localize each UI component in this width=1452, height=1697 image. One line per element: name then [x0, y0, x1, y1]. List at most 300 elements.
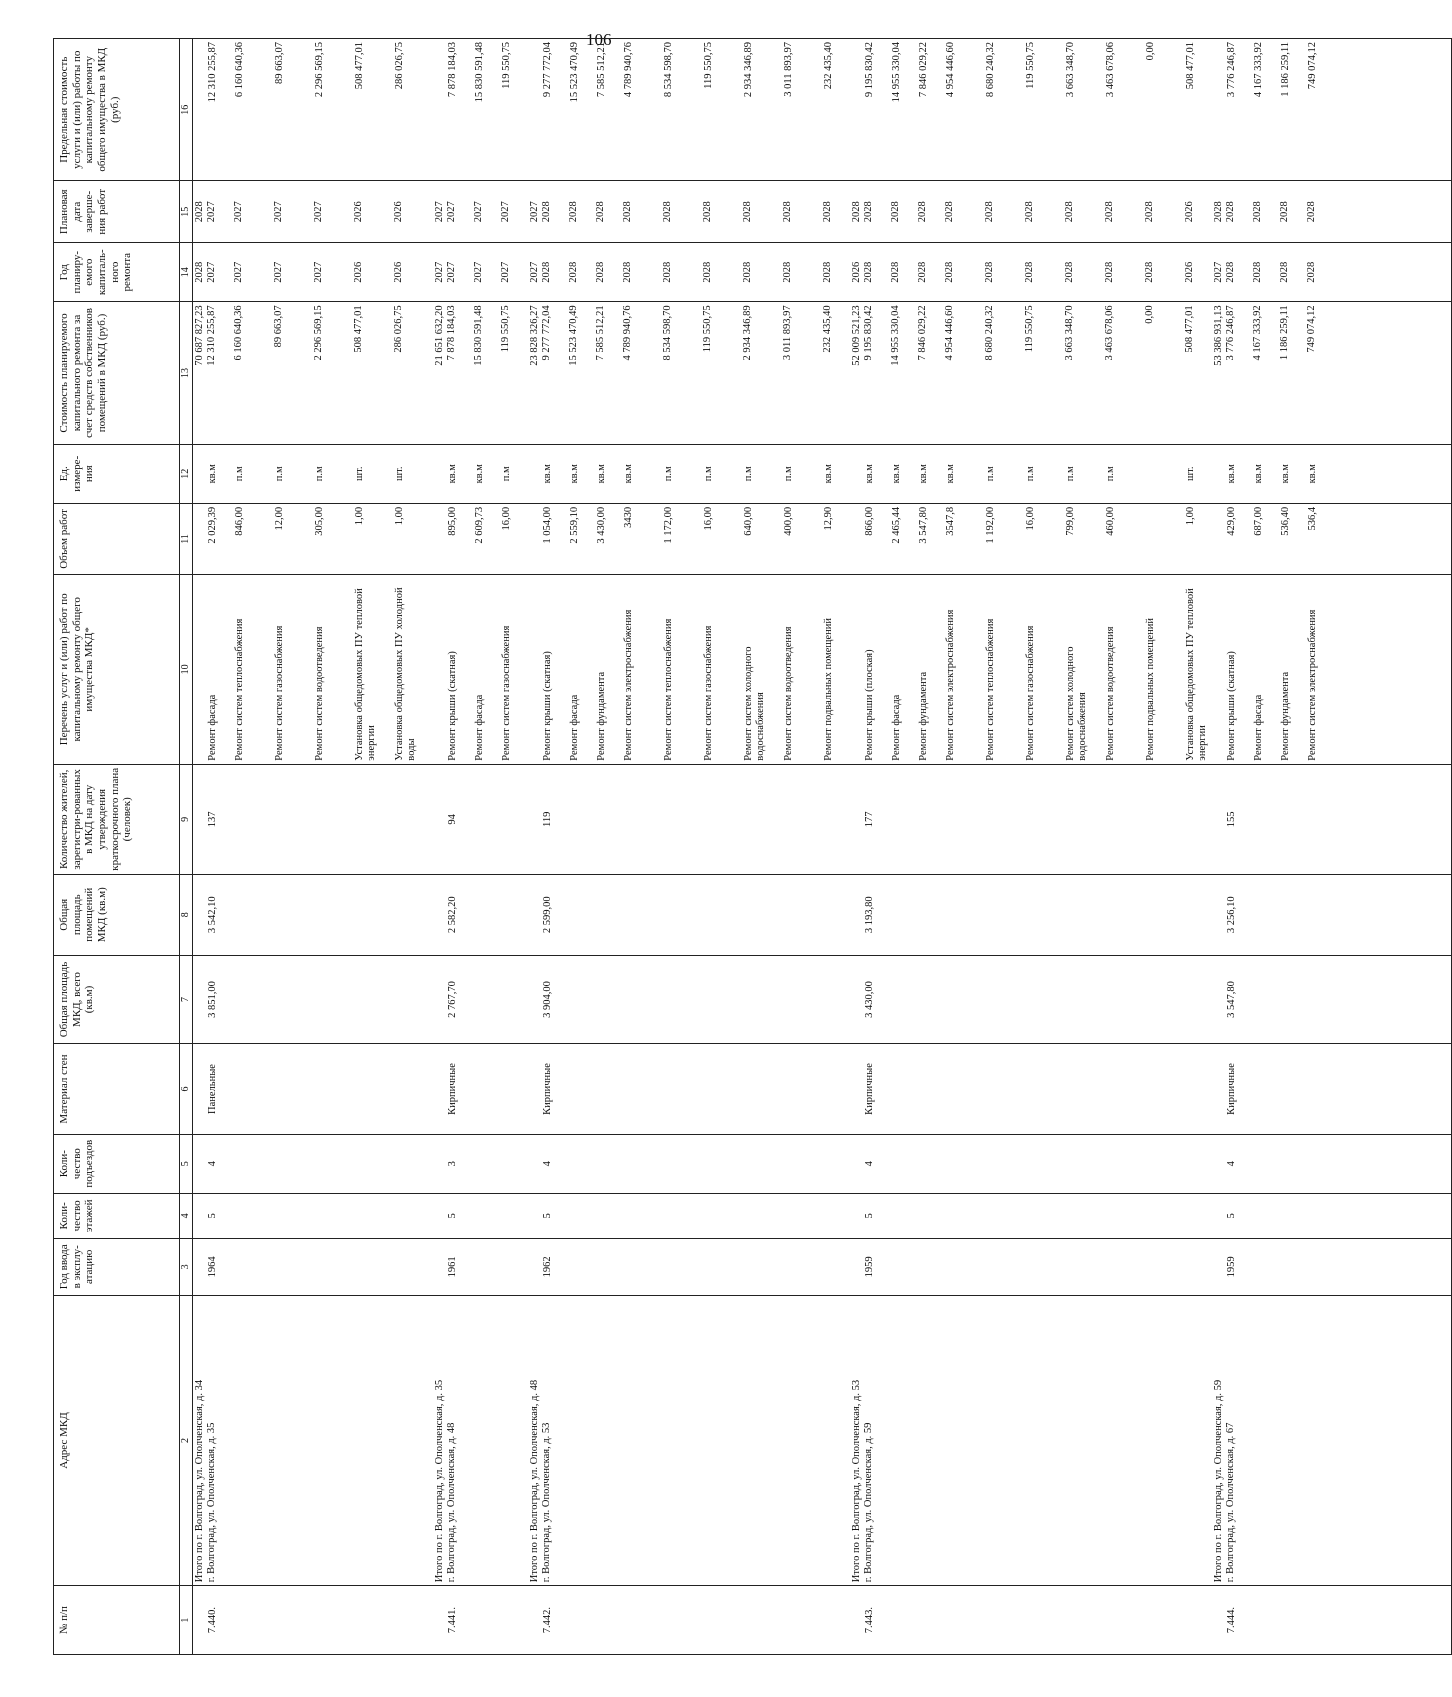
year-cell — [433, 1238, 528, 1295]
work-plan-date: 2026 — [393, 201, 405, 223]
header-plan-date: Плановая дата заверше-ния работ — [54, 181, 180, 243]
work-unit: п.м — [274, 466, 285, 482]
area-rooms: 3 193,80 — [863, 896, 875, 934]
work-cost: 15 830 591,48 — [472, 305, 484, 366]
work-plan-year: 2028 — [594, 261, 606, 283]
work-cost: 4 954 446,60 — [943, 305, 955, 361]
work-cost: 1 186 259,11 — [1278, 305, 1290, 361]
header-year: Год ввода в эксплу-атацию — [54, 1238, 180, 1295]
work-volume: 16,00 — [1024, 506, 1036, 531]
work-name: Ремонт фундамента — [917, 671, 929, 761]
plan-year-cell — [528, 243, 850, 302]
area-total: 3 430,00 — [863, 981, 875, 1018]
work-plan-date: 2028 — [701, 201, 713, 223]
year-cell — [528, 1238, 850, 1295]
header-max-cost: Предельная стоимость услуги и (или) работы по капитальному ремонту общего имущества в МКД (руб.) — [54, 39, 180, 181]
work-plan-year: 2028 — [1224, 261, 1236, 283]
work-volume: 1,00 — [1184, 506, 1196, 526]
address-cell — [193, 1295, 433, 1585]
work-name: Ремонт систем электроснабжения — [944, 609, 956, 761]
work-plan-date: 2028 — [1278, 201, 1290, 223]
residents-cell — [193, 764, 433, 874]
work-cost: 9 195 830,42 — [862, 305, 874, 361]
work-plan-date: 2028 — [1143, 201, 1155, 223]
unit-cell — [850, 444, 1212, 503]
work-max-cost: 119 550,75 — [500, 42, 512, 89]
work-plan-year: 2028 — [1063, 261, 1075, 283]
work-volume: 2 029,39 — [207, 506, 218, 544]
floors: 5 — [207, 1213, 218, 1219]
works-cell — [1212, 575, 1452, 765]
row-number-cell — [528, 1586, 850, 1655]
row-number: 7.444. — [1225, 1607, 1237, 1634]
work-cost: 119 550,75 — [1023, 305, 1035, 353]
work-unit: п.м — [234, 466, 245, 482]
work-max-cost: 4 954 446,60 — [944, 42, 956, 98]
address-cell — [433, 1295, 528, 1585]
total-plan-year: 2027 — [1212, 261, 1224, 283]
work-volume: 3430 — [622, 506, 634, 528]
entrances-cell — [850, 1134, 1212, 1193]
work-volume: 12,00 — [274, 506, 285, 531]
year-cell — [1212, 1238, 1452, 1295]
work-max-cost: 9 195 830,42 — [863, 42, 875, 98]
work-unit: п.м — [782, 466, 794, 482]
wall-material: Панельные — [207, 1064, 218, 1114]
work-volume: 429,00 — [1225, 506, 1237, 536]
work-name: Ремонт систем газоснабжения — [500, 625, 512, 761]
area-total-cell — [528, 955, 850, 1044]
work-max-cost: 4 167 333,92 — [1252, 42, 1264, 98]
area-rooms: 3 542,10 — [207, 896, 218, 934]
plan-date-cell — [850, 181, 1212, 243]
page-number: 106 — [586, 30, 612, 49]
work-cost: 119 550,75 — [701, 305, 713, 353]
unit-cell — [193, 444, 433, 503]
row-number-cell — [850, 1586, 1212, 1655]
work-max-cost: 6 160 640,36 — [234, 42, 245, 98]
work-max-cost: 2 934 346,89 — [742, 42, 754, 98]
header-volume: Объем работ — [54, 503, 180, 574]
plan-date-cell — [433, 181, 528, 243]
row-number-cell — [1212, 1586, 1452, 1655]
floors-cell — [850, 1193, 1212, 1238]
work-cost: 2 934 346,89 — [741, 305, 753, 361]
area-rooms-cell — [1212, 874, 1452, 955]
work-unit: кв.м — [595, 464, 607, 484]
work-plan-date: 2028 — [916, 201, 928, 223]
work-volume: 866,00 — [863, 506, 875, 536]
total-cost: 53 386 931,13 — [1212, 305, 1224, 366]
work-name: Ремонт крыши (скатная) — [1225, 651, 1237, 761]
total-plan-date: 2027 — [433, 201, 445, 223]
address: г. Волгоград, ул. Ополченская, д. 48 — [445, 1422, 457, 1583]
total-plan-year: 2027 — [528, 261, 540, 283]
table-row — [850, 39, 1212, 1655]
work-cost: 3 463 678,06 — [1103, 305, 1115, 361]
work-max-cost: 89 663,07 — [274, 42, 285, 84]
area-total: 3 851,00 — [207, 981, 218, 1018]
work-name: Ремонт систем холодного водоснабжения — [742, 646, 766, 761]
material-cell — [1212, 1044, 1452, 1134]
work-unit: кв.м — [473, 464, 485, 484]
residents-cell — [1212, 764, 1452, 874]
work-unit: кв.м — [1225, 464, 1237, 484]
work-cost: 286 026,75 — [393, 305, 405, 353]
header-residents: Количество жителей, зарегистри-рованных в МКД на дату утверждения краткосрочного плана (человек) — [54, 764, 180, 874]
works-cell — [850, 575, 1212, 765]
entrances-cell — [193, 1134, 433, 1193]
area-rooms-cell — [193, 874, 433, 955]
work-name: Ремонт систем водоотведения — [1104, 626, 1116, 761]
total-label: Итого по г. Волгоград, ул. Ополченская, д. 34 — [194, 1379, 205, 1583]
residents: 137 — [207, 811, 218, 828]
area-rooms-cell — [528, 874, 850, 955]
residents-cell — [528, 764, 850, 874]
work-volume: 536,4 — [1306, 506, 1318, 531]
work-plan-date: 2028 — [943, 201, 955, 223]
material-cell — [193, 1044, 433, 1134]
work-name: Ремонт фундамента — [595, 671, 607, 761]
work-plan-year: 2028 — [567, 261, 579, 283]
work-plan-year: 2028 — [821, 261, 833, 283]
column-number: 5 — [180, 1134, 193, 1193]
work-plan-year: 2028 — [943, 261, 955, 283]
header-cost: Стоимость планируемого капитального ремонта за счет средств собственников помещений в МКД (руб.) — [54, 302, 180, 444]
work-unit: п.м — [1024, 466, 1036, 482]
work-plan-year: 2028 — [1251, 261, 1263, 283]
work-unit: кв.м — [1306, 464, 1318, 484]
work-volume — [1145, 507, 1171, 571]
work-unit: кв.м — [568, 464, 580, 484]
work-name: Ремонт систем водоотведения — [782, 626, 794, 761]
work-unit: п.м — [984, 466, 996, 482]
work-max-cost: 286 026,75 — [394, 42, 405, 90]
column-number: 2 — [180, 1295, 193, 1585]
work-cost: 749 074,12 — [1305, 305, 1317, 353]
work-volume: 400,00 — [782, 506, 794, 536]
work-max-cost: 4 789 940,76 — [622, 42, 634, 98]
work-plan-date: 2026 — [1183, 201, 1195, 223]
cost-cell — [528, 302, 850, 444]
work-unit: шт. — [394, 466, 405, 481]
work-max-cost: 3 463 678,06 — [1104, 42, 1116, 98]
wall-material: Кирпичные — [446, 1063, 458, 1115]
entrances: 4 — [1225, 1161, 1237, 1167]
work-max-cost: 15 830 591,48 — [473, 42, 485, 103]
column-number: 14 — [180, 243, 193, 302]
header-address: Адрес МКД — [54, 1295, 180, 1585]
work-max-cost: 508 477,01 — [354, 42, 365, 90]
table-row — [193, 39, 433, 1655]
area-total-cell — [433, 955, 528, 1044]
column-number: 11 — [180, 503, 193, 574]
work-plan-date: 2028 — [1103, 201, 1115, 223]
work-cost: 9 277 772,04 — [540, 305, 552, 361]
total-plan-date: 2027 — [528, 201, 540, 223]
work-cost: 12 310 255,87 — [206, 305, 218, 366]
floors-cell — [1212, 1193, 1452, 1238]
residents: 94 — [446, 814, 458, 825]
work-plan-date: 2028 — [1305, 201, 1317, 223]
column-number: 10 — [180, 575, 193, 765]
work-name: Ремонт систем газоснабжения — [1024, 625, 1036, 761]
header-area-total: Общая площадь МКД, всего (кв.м) — [54, 955, 180, 1044]
work-plan-date: 2027 — [313, 201, 325, 223]
work-max-cost: 3 011 893,97 — [782, 42, 794, 97]
work-unit: кв.м — [822, 464, 834, 484]
max-cost-cell — [433, 39, 528, 181]
entrances-cell — [528, 1134, 850, 1193]
work-name: Установка общедомовых ПУ тепловой энергии — [354, 588, 378, 761]
work-cost: 7 878 184,03 — [445, 305, 457, 361]
work-cost: 3 663 348,70 — [1063, 305, 1075, 361]
floors: 5 — [541, 1213, 553, 1219]
work-plan-year: 2028 — [741, 261, 753, 283]
work-cost: 2 296 569,15 — [313, 305, 325, 361]
work-cost: 3 776 246,87 — [1224, 305, 1236, 361]
work-name: Ремонт фасада — [568, 694, 580, 761]
area-total: 2 767,70 — [446, 981, 458, 1018]
area-total-cell — [1212, 955, 1452, 1044]
total-cost: 52 009 521,23 — [850, 305, 862, 366]
work-unit: п.м — [702, 466, 714, 482]
column-number: 15 — [180, 181, 193, 243]
work-name: Установка общедомовых ПУ тепловой энергии — [1184, 588, 1208, 761]
work-plan-year: 2028 — [916, 261, 928, 283]
work-max-cost: 1 186 259,11 — [1279, 42, 1291, 97]
work-unit: п.м — [742, 466, 754, 482]
work-unit: п.м — [500, 466, 512, 482]
work-max-cost: 15 523 470,49 — [568, 42, 580, 103]
address: г. Волгоград, ул. Ополченская, д. 59 — [862, 1422, 874, 1583]
total-label: Итого по г. Волгоград, ул. Ополченская, д. 48 — [528, 1379, 540, 1583]
work-plan-date: 2028 — [1251, 201, 1263, 223]
work-unit: шт. — [1184, 466, 1196, 481]
floors-cell — [193, 1193, 433, 1238]
row-number: 7.442. — [541, 1607, 553, 1634]
work-volume: 895,00 — [446, 506, 458, 536]
work-plan-date: 2027 — [233, 201, 245, 223]
row-number-cell — [433, 1586, 528, 1655]
work-name: Ремонт подвальных помещений — [1144, 617, 1156, 761]
work-name: Ремонт крыши (скатная) — [541, 651, 553, 761]
work-name: Ремонт систем холодного водоснабжения — [1064, 646, 1088, 761]
work-cost: 508 477,01 — [353, 305, 365, 353]
column-number: 3 — [180, 1238, 193, 1295]
work-max-cost: 9 277 772,04 — [541, 42, 553, 98]
work-volume: 799,00 — [1064, 506, 1076, 536]
volume-cell — [193, 503, 433, 574]
commission-year: 1959 — [1225, 1256, 1237, 1278]
header-num: № п/п — [54, 1586, 180, 1655]
work-cost: 7 846 029,22 — [916, 305, 928, 361]
material-cell — [433, 1044, 528, 1134]
work-cost: 232 435,40 — [821, 305, 833, 353]
header-unit: Ед. измере-ния — [54, 444, 180, 503]
table-body — [193, 39, 1452, 1655]
work-plan-year: 2028 — [661, 261, 673, 283]
total-plan-year: 2027 — [433, 261, 445, 283]
work-plan-date: 2028 — [983, 201, 995, 223]
column-number: 1 — [180, 1586, 193, 1655]
plan-year-cell — [850, 243, 1212, 302]
work-unit: кв.м — [890, 464, 902, 484]
work-cost: 8 680 240,32 — [983, 305, 995, 361]
work-volume: 536,40 — [1279, 506, 1291, 536]
work-plan-date: 2028 — [1063, 201, 1075, 223]
work-unit — [1145, 448, 1171, 500]
work-volume: 1 172,00 — [662, 506, 674, 544]
work-plan-year: 2027 — [499, 261, 511, 283]
entrances: 4 — [541, 1161, 553, 1167]
area-rooms-cell — [433, 874, 528, 955]
work-cost: 8 534 598,70 — [661, 305, 673, 361]
address-cell — [528, 1295, 850, 1585]
work-max-cost: 7 878 184,03 — [446, 42, 458, 98]
work-max-cost: 749 074,12 — [1306, 42, 1318, 90]
table-row — [1212, 39, 1452, 1655]
work-name: Ремонт систем газоснабжения — [702, 625, 714, 761]
entrances: 3 — [446, 1161, 458, 1167]
work-volume: 1 054,00 — [541, 506, 553, 544]
work-max-cost: 7 585 512,21 — [595, 42, 607, 98]
work-plan-year: 2026 — [353, 261, 365, 283]
work-plan-year: 2028 — [1023, 261, 1035, 283]
work-volume: 1,00 — [354, 506, 365, 526]
work-max-cost: 119 550,75 — [1024, 42, 1036, 89]
commission-year: 1964 — [207, 1256, 218, 1278]
work-volume: 16,00 — [500, 506, 512, 531]
residents-cell — [433, 764, 528, 874]
work-unit: кв.м — [944, 464, 956, 484]
work-max-cost: 7 846 029,22 — [917, 42, 929, 98]
total-plan-year: 2028 — [194, 261, 205, 283]
work-name: Установка общедомовых ПУ холодной воды — [394, 587, 418, 761]
row-number: 7.440. — [207, 1607, 218, 1634]
cost-cell — [193, 302, 433, 444]
work-max-cost: 3 776 246,87 — [1225, 42, 1237, 98]
floors-cell — [528, 1193, 850, 1238]
work-volume: 1 192,00 — [984, 506, 996, 544]
work-name: Ремонт систем электроснабжения — [622, 609, 634, 761]
plan-year-cell — [1212, 243, 1452, 302]
year-cell — [193, 1238, 433, 1295]
area-rooms: 2 599,00 — [541, 896, 553, 934]
work-name: Ремонт систем теплоснабжения — [662, 618, 674, 761]
floors: 5 — [446, 1213, 458, 1219]
unit-cell — [433, 444, 528, 503]
plan-date-cell — [1212, 181, 1452, 243]
work-name: Ремонт систем теплоснабжения — [984, 618, 996, 761]
plan-date-cell — [528, 181, 850, 243]
header-material: Материал стен — [54, 1044, 180, 1134]
work-plan-date: 2028 — [661, 201, 673, 223]
work-plan-year: 2027 — [445, 261, 457, 283]
entrances-cell — [1212, 1134, 1452, 1193]
work-name: Ремонт систем электроснабжения — [1306, 609, 1318, 761]
address: г. Волгоград, ул. Ополченская, д. 67 — [1224, 1422, 1236, 1583]
work-max-cost: 0,00 — [1144, 42, 1156, 61]
work-unit: кв.м — [541, 464, 553, 484]
column-number: 4 — [180, 1193, 193, 1238]
work-unit: кв.м — [863, 464, 875, 484]
work-plan-date: 2028 — [567, 201, 579, 223]
work-plan-date: 2028 — [621, 201, 633, 223]
area-rooms: 2 582,20 — [446, 896, 458, 934]
work-plan-date: 2028 — [1023, 201, 1035, 223]
work-plan-date: 2027 — [273, 201, 285, 223]
works-cell — [193, 575, 433, 765]
header-floors: Коли-чество этажей — [54, 1193, 180, 1238]
work-unit: кв.м — [917, 464, 929, 484]
unit-cell — [1212, 444, 1452, 503]
cost-cell — [433, 302, 528, 444]
address-cell — [1212, 1295, 1452, 1585]
work-unit: кв.м — [1279, 464, 1291, 484]
work-unit: п.м — [1064, 466, 1076, 482]
residents: 155 — [1225, 811, 1237, 828]
column-number: 16 — [180, 39, 193, 181]
work-plan-date: 2028 — [821, 201, 833, 223]
row-number: 7.443. — [863, 1607, 875, 1634]
residents-cell — [850, 764, 1212, 874]
work-name: Ремонт подвальных помещений — [822, 617, 834, 761]
work-plan-year: 2028 — [889, 261, 901, 283]
column-number: 8 — [180, 874, 193, 955]
floors-cell — [433, 1193, 528, 1238]
work-plan-year: 2028 — [1278, 261, 1290, 283]
work-volume: 12,90 — [822, 506, 834, 531]
work-volume: 687,00 — [1252, 506, 1264, 536]
work-max-cost: 12 310 255,87 — [207, 42, 218, 103]
work-cost: 15 523 470,49 — [567, 305, 579, 366]
work-max-cost: 232 435,40 — [822, 42, 834, 90]
work-plan-year: 2027 — [233, 261, 245, 283]
max-cost-cell — [528, 39, 850, 181]
work-plan-year: 2028 — [983, 261, 995, 283]
work-max-cost: 8 534 598,70 — [662, 42, 674, 98]
work-plan-date: 2027 — [499, 201, 511, 223]
work-volume: 3 430,00 — [595, 506, 607, 544]
work-max-cost: 119 550,75 — [702, 42, 714, 89]
area-total-cell — [193, 955, 433, 1044]
work-unit: п.м — [1104, 466, 1116, 482]
entrances: 4 — [207, 1161, 218, 1167]
wall-material: Кирпичные — [1225, 1063, 1237, 1115]
floors: 5 — [1225, 1213, 1237, 1219]
work-unit: кв.м — [207, 464, 218, 484]
cost-cell — [850, 302, 1212, 444]
header-works: Перечень услуг и (или) работ по капитальному ремонту общего имущества МКД* — [54, 575, 180, 765]
material-cell — [528, 1044, 850, 1134]
work-cost: 7 585 512,21 — [594, 305, 606, 361]
entrances-cell — [433, 1134, 528, 1193]
year-cell — [850, 1238, 1212, 1295]
floors: 5 — [863, 1213, 875, 1219]
work-cost: 508 477,01 — [1183, 305, 1195, 353]
work-plan-date: 2027 — [445, 201, 457, 223]
work-max-cost: 508 477,01 — [1184, 42, 1196, 90]
commission-year: 1962 — [541, 1256, 553, 1278]
wall-material: Кирпичные — [541, 1063, 553, 1115]
column-number: 6 — [180, 1044, 193, 1134]
works-cell — [528, 575, 850, 765]
work-volume: 2 559,10 — [568, 506, 580, 544]
work-cost: 4 167 333,92 — [1251, 305, 1263, 361]
area-rooms: 3 256,10 — [1225, 896, 1237, 934]
work-plan-year: 2028 — [701, 261, 713, 283]
